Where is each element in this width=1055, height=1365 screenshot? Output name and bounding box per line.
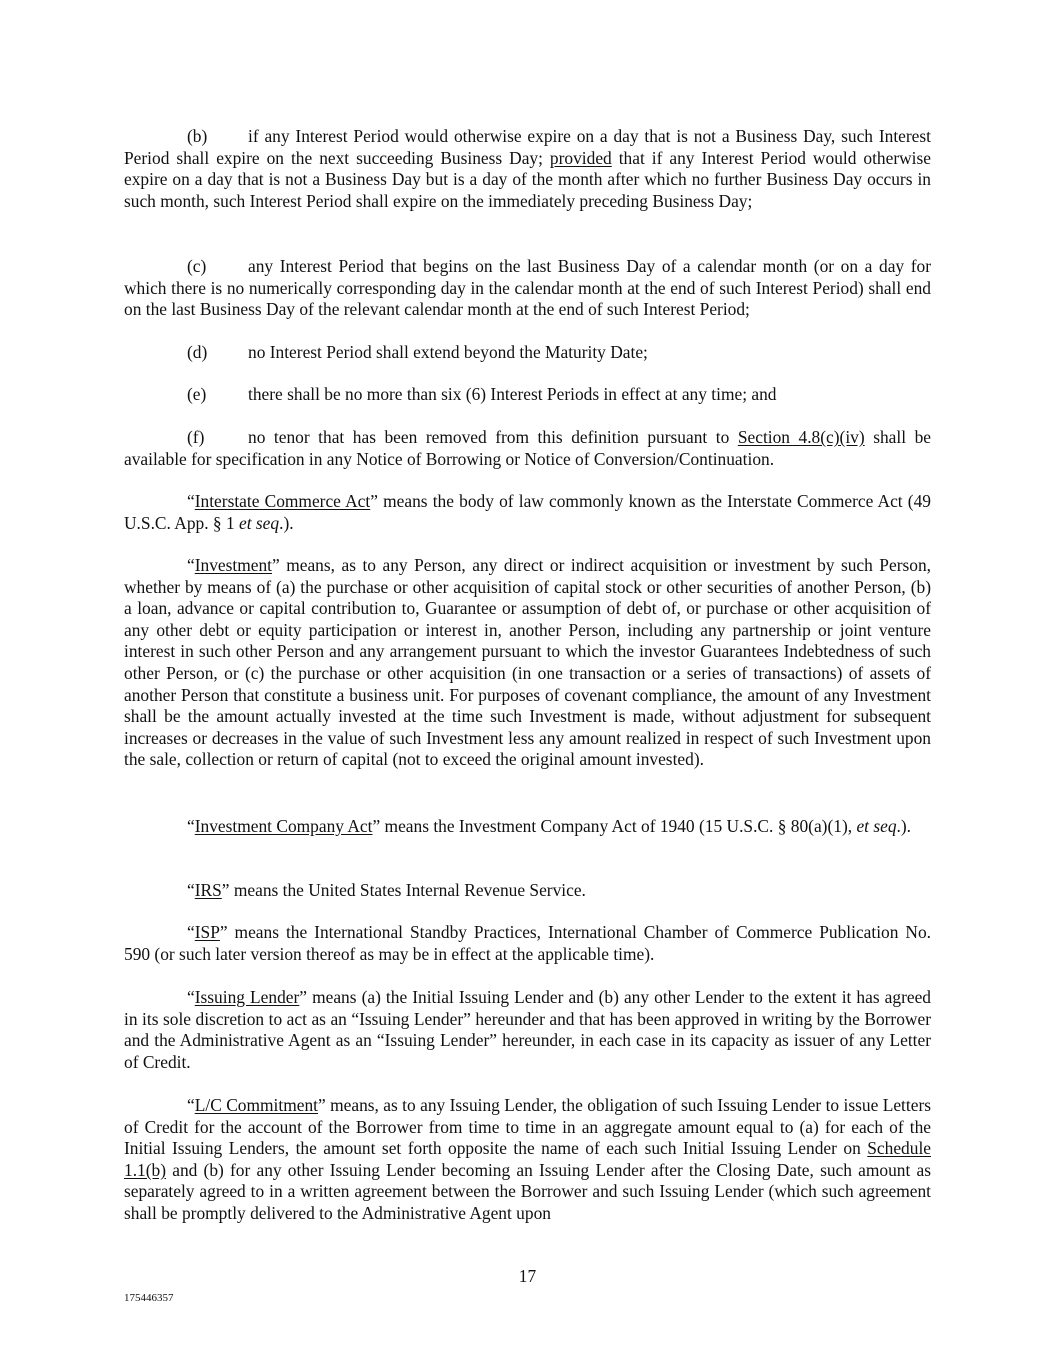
definition-text-1: ” means the body of law commonly known as the Interstate Commerce Act (49 U.S.C. App. § 1 <box>124 491 931 533</box>
definition-text-2: .). <box>279 512 294 533</box>
provided-term: provided <box>549 147 612 168</box>
schedule-reference-link: Schedule 1.1(b) <box>124 1138 931 1180</box>
et-seq-italic: et seq <box>856 816 897 836</box>
clause-b-text-2: that if any Interest Period would otherwise expire on a day that is not a Business Day but is a day of the month after which no further Business Day occurs in such month, such Interest Period shall expire on the immediately preceding Business Day; <box>124 147 931 211</box>
definition-text-2: .). <box>896 816 912 836</box>
definition-isp <box>124 922 931 965</box>
definition-investment-company-act <box>124 816 931 838</box>
definition-text: ” means the United States Internal Revenue Service. <box>221 880 586 900</box>
clause-c-label: (c) <box>187 256 207 276</box>
clause-b-text-1: if any Interest Period would otherwise expire on a day that is not a Business Day, such Interest Period shall expire on the next succeeding Business Day; <box>124 126 931 168</box>
section-reference-link: Section 4.8(c)(iv) <box>737 427 865 447</box>
definition-text-2: and (b) for any other Issuing Lender becoming an Issuing Lender after the Closing Date, such amount as separately agreed to in a written agreement between the Borrower and such Issuing Lender (which such agreement shall be promptly delivered to the Administrative Agent upon <box>124 1159 931 1223</box>
clause-e-label: (e) <box>187 384 207 404</box>
clause-b-label: (b) <box>187 126 208 146</box>
clause-c <box>124 256 931 321</box>
definition-irs <box>124 880 931 902</box>
open-quote: “ <box>187 880 195 900</box>
clause-d-text: no Interest Period shall extend beyond the Maturity Date; <box>248 342 648 362</box>
clause-e-text: there shall be no more than six (6) Interest Periods in effect at any time; and <box>248 384 777 404</box>
clause-e <box>124 384 931 406</box>
clause-f-text-1: no tenor that has been removed from this definition pursuant to <box>248 427 738 447</box>
clause-b <box>124 126 931 212</box>
open-quote: “ <box>187 555 195 575</box>
open-quote: “ <box>187 987 195 1007</box>
definition-issuing-lender <box>124 987 931 1073</box>
open-quote: “ <box>187 922 195 942</box>
open-quote: “ <box>187 1095 195 1115</box>
definition-investment <box>124 555 931 771</box>
defined-term: Investment Company Act <box>194 816 373 836</box>
definition-text-1: ” means the Investment Company Act of 1940 (15 U.S.C. § 80(a)(1), <box>372 816 857 836</box>
open-quote: “ <box>187 491 195 511</box>
clause-c-text: any Interest Period that begins on the last Business Day of a calendar month (or on a day for which there is no numerically corresponding day in the calendar month at the end of such Interest Period) shall end on the last Business Day of the relevant calendar month at the end of such Interest Period; <box>124 256 931 320</box>
definition-interstate-commerce-act <box>124 491 931 534</box>
defined-term: Interstate Commerce Act <box>194 491 371 511</box>
document-id: 175446357 <box>124 1292 174 1304</box>
definition-lc-commitment <box>124 1095 931 1225</box>
defined-term: ISP <box>194 922 220 942</box>
clause-f-label: (f) <box>187 427 205 447</box>
defined-term: Investment <box>194 555 273 575</box>
defined-term: IRS <box>194 880 222 900</box>
defined-term: L/C Commitment <box>194 1095 318 1115</box>
et-seq-italic: et seq <box>239 512 280 533</box>
page-number: 17 <box>518 1266 537 1286</box>
definition-text-1: ” means, as to any Issuing Lender, the obligation of such Issuing Lender to issue Letters of Credit for the account of the Borrower from time to time in an aggregate amount equal to (a) for each of the Initial Issuing Lenders, the amount set forth opposite the name of each such Initial Issuing Lender on <box>124 1095 931 1159</box>
clause-f <box>124 427 931 470</box>
definition-text: ” means the International Standby Practices, International Chamber of Commerce Publication No. 590 (or such later version thereof as may be in effect at the applicable time). <box>124 922 931 964</box>
definition-text: ” means, as to any Person, any direct or indirect acquisition or investment by such Person, whether by means of (a) the purchase or other acquisition of capital stock or other securities of another Person, (b) a loan, advance or capital contribution to, Guarantee or assumption of debt of, or purchase or other acquisition of any other debt or equity participation or interest in, another Person, including any partnership or joint venture interest in such other Person and any arrangement pursuant to which the investor Guarantees Indebtedness of such other Person, or (c) the purchase or other acquisition (in one transaction or a series of transactions) of assets of another Person that constitute a business unit. For purposes of covenant compliance, the amount of any Investment shall be the amount actually invested at the time such Investment is made, without adjustment for subsequent increases or decreases in the value of such Investment less any amount realized in respect of such Investment upon the sale, collection or return of capital (not to exceed the original amount invested). <box>124 555 931 770</box>
clause-d-label: (d) <box>187 342 208 362</box>
clause-f-text-2: shall be available for specification in any Notice of Borrowing or Notice of Conversion/Continuation. <box>124 427 931 469</box>
definition-text: ” means (a) the Initial Issuing Lender and (b) any other Lender to the extent it has agreed in its sole discretion to act as an “Issuing Lender” hereunder and that has been approved in writing by the Borrower and the Administrative Agent as an “Issuing Lender” hereunder, in each case in its capacity as issuer of any Letter of Credit. <box>124 987 931 1072</box>
open-quote: “ <box>187 816 195 836</box>
defined-term: Issuing Lender <box>194 987 300 1007</box>
clause-d <box>124 342 931 364</box>
